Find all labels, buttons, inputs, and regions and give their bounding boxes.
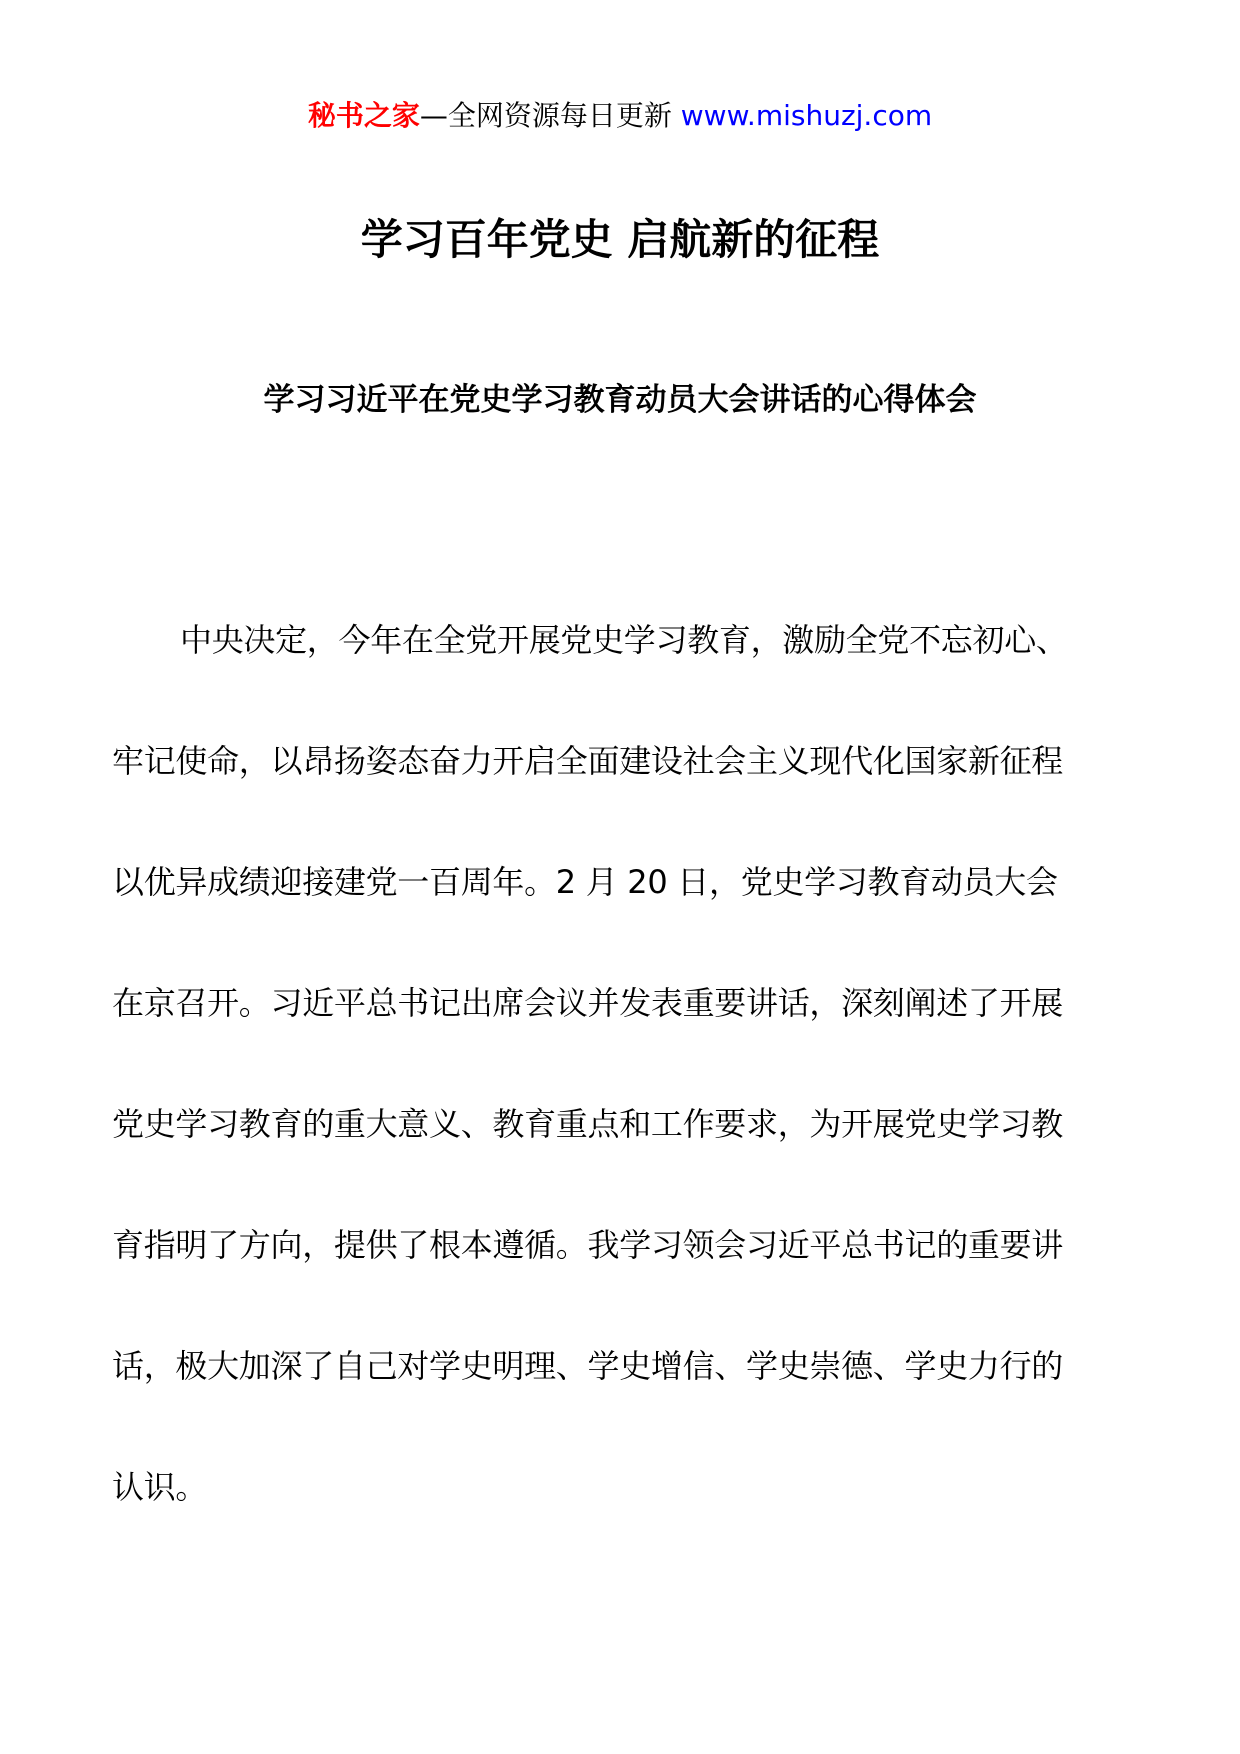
document-subtitle: 学习习近平在党史学习教育动员大会讲话的心得体会 bbox=[263, 382, 977, 418]
site-tagline: —全网资源每日更新 bbox=[419, 99, 681, 132]
paragraph-line: 认识。 bbox=[112, 1468, 208, 1506]
paragraph-line: 党史学习教育的重大意义、教育重点和工作要求，为开展党史学习教 bbox=[112, 1105, 1064, 1143]
body-paragraph bbox=[112, 580, 1128, 1548]
paragraph-line: 在京召开。习近平总书记出席会议并发表重要讲话，深刻阐述了开展 bbox=[112, 984, 1064, 1022]
document-title: 学习百年党史 启航新的征程 bbox=[360, 215, 880, 264]
paragraph-line: 中央决定，今年在全党开展党史学习教育，激励全党不忘初心、 bbox=[180, 621, 1068, 659]
paragraph-line: 牢记使命，以昂扬姿态奋力开启全面建设社会主义现代化国家新征程 bbox=[112, 742, 1064, 780]
paragraph-line: 以优异成绩迎接建党一百周年。2 月 20 日，党史学习教育动员大会 bbox=[112, 863, 1058, 901]
paragraph-line: 育指明了方向，提供了根本遵循。我学习领会习近平总书记的重要讲 bbox=[112, 1226, 1064, 1264]
site-header bbox=[0, 96, 1240, 136]
brand-name: 秘书之家 bbox=[307, 99, 420, 132]
site-url-link[interactable]: www.mishuzj.com bbox=[680, 99, 933, 132]
paragraph-line: 话，极大加深了自己对学史明理、学史增信、学史崇德、学史力行的 bbox=[112, 1347, 1064, 1385]
